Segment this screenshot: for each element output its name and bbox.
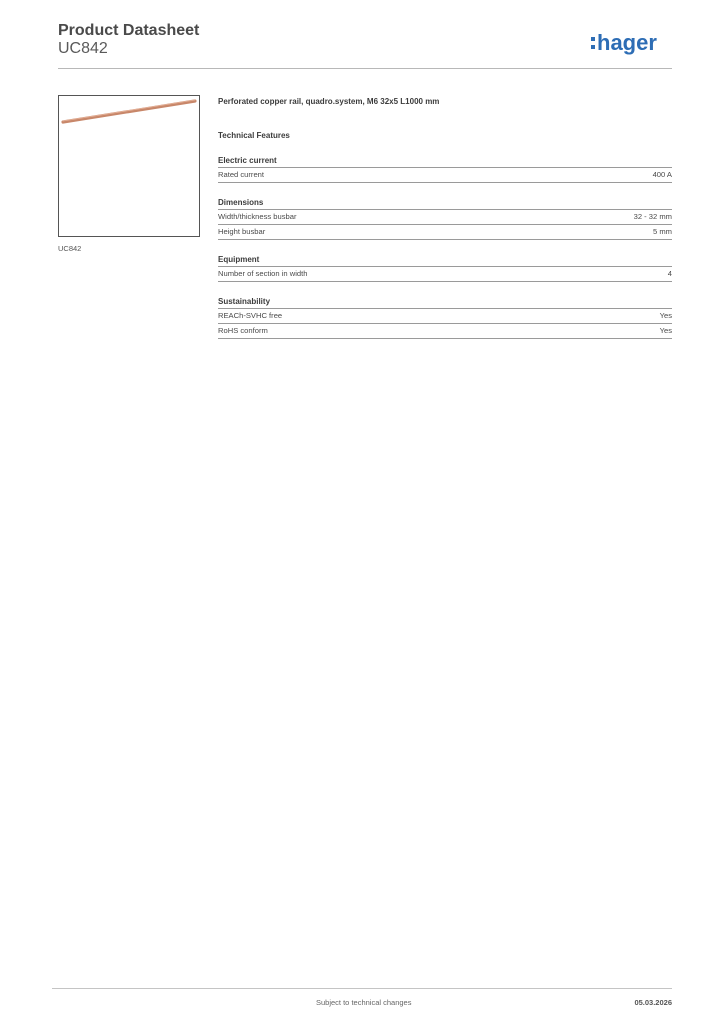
- spec-sections: [218, 154, 672, 339]
- spec-row: [218, 210, 672, 225]
- footer-divider: [52, 988, 672, 989]
- hager-logo: [588, 26, 678, 60]
- spec-label: Number of section in width: [218, 269, 308, 278]
- spec-label: Rated current: [218, 170, 265, 179]
- spec-section: [218, 253, 672, 282]
- section-title: Dimensions: [218, 196, 672, 210]
- product-code: UC842: [58, 40, 108, 57]
- footer-date: 05.03.2026: [634, 998, 672, 1007]
- product-name: Perforated copper rail, quadro.system, M6 32x5 L1000 mm: [218, 97, 440, 106]
- spec-label: RoHS conform: [218, 326, 268, 335]
- page-title: Product Datasheet: [58, 22, 200, 39]
- hager-logo-text: hager: [597, 30, 657, 55]
- spec-row: [218, 324, 672, 339]
- spec-content: [218, 96, 672, 339]
- technical-features-heading: Technical Features: [218, 131, 290, 140]
- spec-section: [218, 295, 672, 339]
- section-title: Equipment: [218, 253, 672, 267]
- spec-label: Width/thickness busbar: [218, 212, 297, 221]
- spec-label: REACh-SVHC free: [218, 311, 283, 320]
- copper-rail-image: [59, 96, 199, 236]
- spec-value: 4: [667, 269, 672, 278]
- spec-row: [218, 225, 672, 240]
- spec-label: Height busbar: [218, 227, 266, 236]
- spec-section: [218, 154, 672, 183]
- spec-value: Yes: [659, 311, 672, 320]
- spec-section: [218, 196, 672, 240]
- spec-row: [218, 267, 672, 282]
- footer-note: Subject to technical changes: [316, 998, 412, 1007]
- spec-value: 400 A: [652, 170, 672, 179]
- spec-row: [218, 168, 672, 183]
- header-divider: [58, 68, 672, 69]
- spec-value: Yes: [659, 326, 672, 335]
- spec-value: 32 - 32 mm: [633, 212, 672, 221]
- product-image-frame: [58, 95, 200, 237]
- spec-row: [218, 309, 672, 324]
- section-title: Electric current: [218, 154, 672, 168]
- section-title: Sustainability: [218, 295, 672, 309]
- spec-value: 5 mm: [653, 227, 672, 236]
- image-caption: UC842: [58, 244, 82, 253]
